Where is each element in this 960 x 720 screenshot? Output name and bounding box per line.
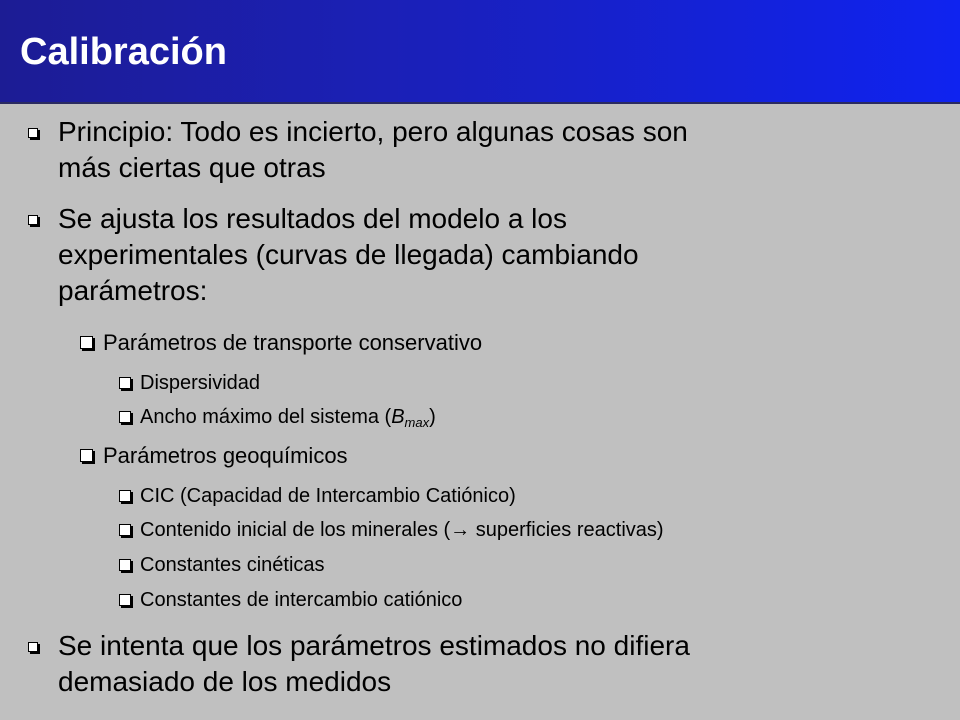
checkbox-square-icon — [80, 449, 93, 462]
bullet-text — [58, 114, 688, 186]
bullet-text — [140, 518, 664, 542]
bullet-text: CIC (Capacidad de Intercambio Catiónico) — [140, 485, 516, 507]
bullet-text: Parámetros de transporte conservativo — [103, 330, 483, 355]
bullet-line: experimentales (curvas de llegada) cambiando — [58, 239, 639, 270]
bullet-line: Se intenta que los parámetros estimados no difiera — [58, 630, 690, 661]
right-arrow-icon: → — [450, 519, 471, 541]
bullet-text-part: Ancho máximo del sistema ( — [140, 406, 392, 428]
bullet-text: Constantes de intercambio catiónico — [140, 589, 463, 611]
bullet-text: Parámetros geoquímicos — [103, 443, 348, 468]
bullet-line: parámetros: — [58, 275, 208, 306]
bullet-text — [58, 201, 639, 309]
checkbox-square-icon — [119, 559, 131, 571]
checkbox-square-icon — [28, 642, 38, 652]
checkbox-square-icon — [80, 336, 93, 349]
bullet-line: demasiado de los medidos — [58, 666, 392, 697]
bullet-text — [58, 628, 690, 700]
variable-b: B — [391, 406, 405, 428]
checkbox-square-icon — [28, 215, 38, 225]
checkbox-square-icon — [119, 524, 131, 536]
bullet-text — [140, 405, 436, 435]
checkbox-square-icon — [119, 411, 131, 423]
bullet-text-part: Contenido inicial de los minerales ( — [140, 519, 451, 541]
bullet-line: Principio: Todo es incierto, pero algunas cosas son — [58, 116, 688, 147]
title-divider — [0, 102, 960, 104]
title-bar — [0, 0, 960, 102]
bullet-line: Se ajusta los resultados del modelo a los — [58, 203, 567, 234]
bullet-text-part: ) — [429, 406, 436, 428]
bullet-text: Constantes cinéticas — [140, 554, 325, 576]
bullet-text-part: superficies reactivas) — [470, 519, 664, 541]
subscript-max: max — [404, 415, 430, 430]
bullet-line: más ciertas que otras — [58, 152, 326, 183]
checkbox-square-icon — [28, 128, 38, 138]
checkbox-square-icon — [119, 490, 131, 502]
checkbox-square-icon — [119, 377, 131, 389]
slide-title: Calibración — [20, 31, 227, 73]
checkbox-square-icon — [119, 594, 131, 606]
bullet-text: Dispersividad — [140, 372, 261, 394]
